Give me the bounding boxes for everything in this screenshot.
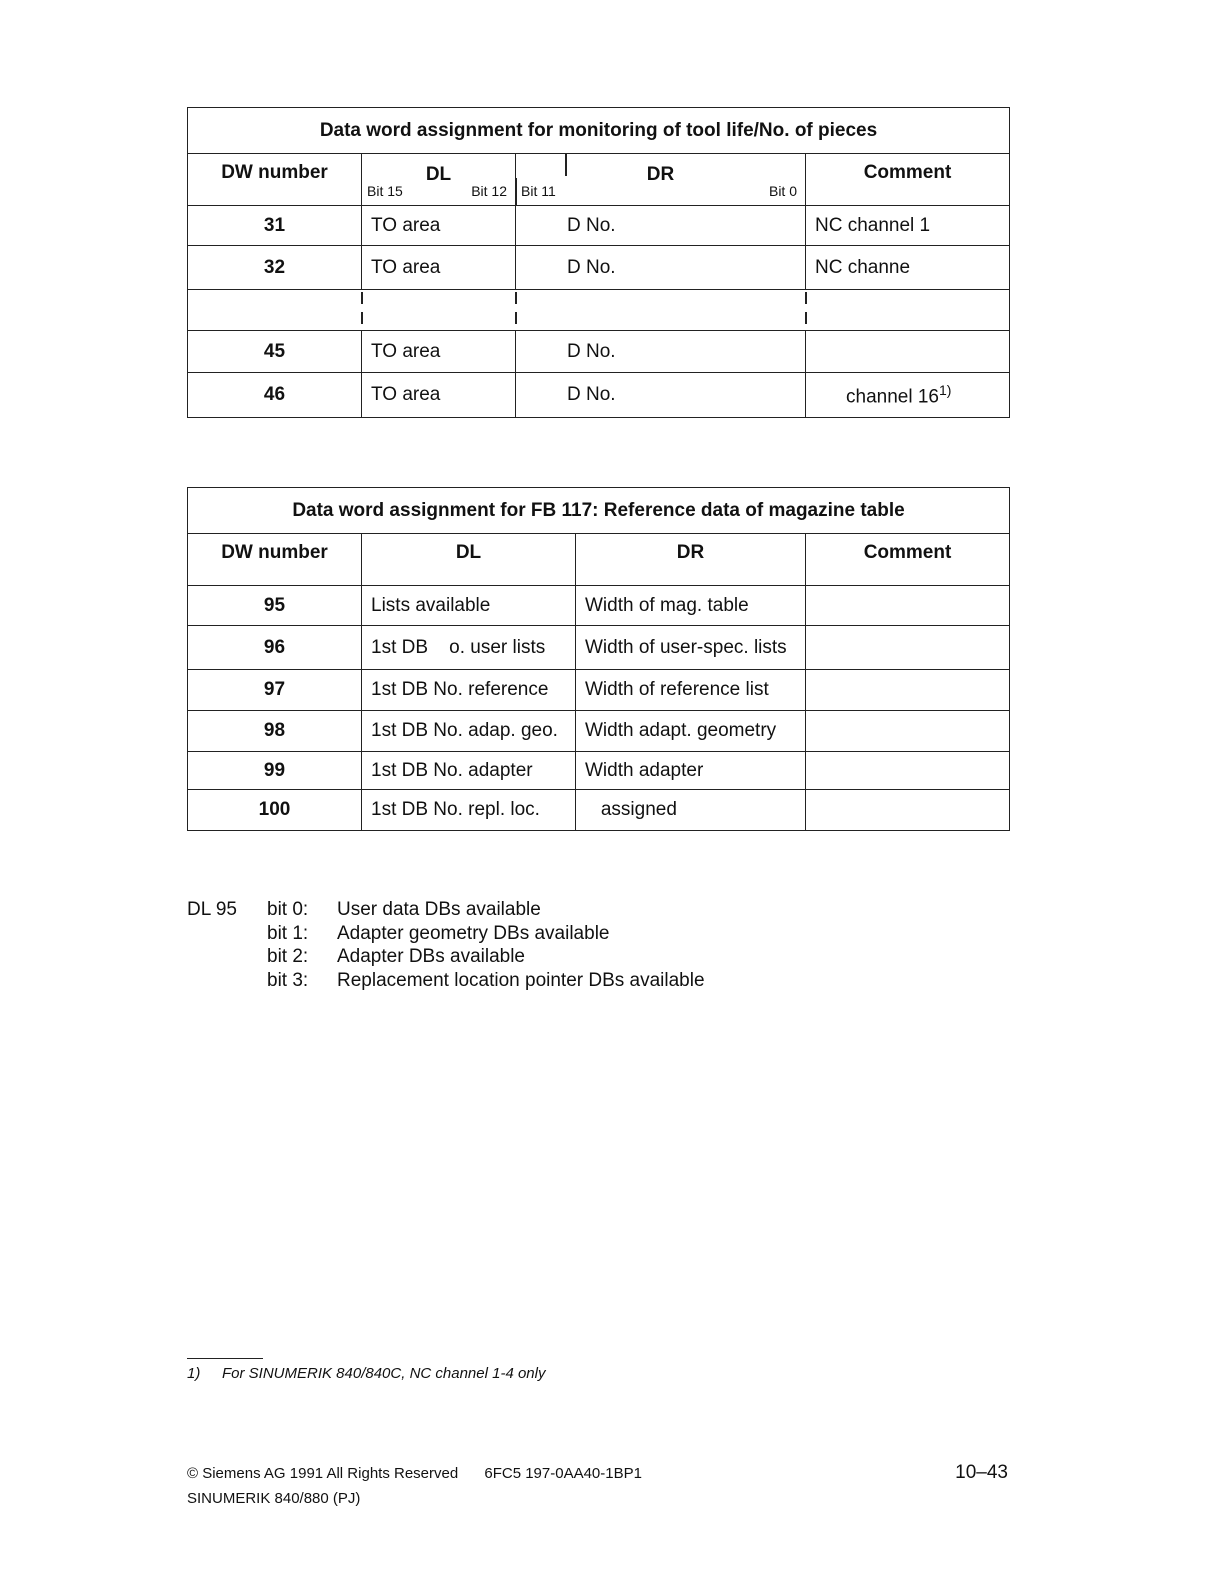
- bit15-label: Bit 15: [367, 183, 403, 199]
- gap-tick: [361, 312, 363, 324]
- table-row: [188, 246, 1010, 290]
- dl-cell: Lists available: [362, 586, 576, 626]
- dl-cell: TO area: [362, 331, 516, 373]
- table1-title: Data word assignment for monitoring of tool life/No. of pieces: [188, 108, 1010, 154]
- comment-cell: [806, 331, 1010, 373]
- list-item: [187, 969, 705, 993]
- dl-cell: 1st DB No. adapter: [362, 752, 576, 790]
- table1-header-dw: DW number: [188, 154, 362, 206]
- dr-cell: Width of reference list: [576, 670, 806, 711]
- table-row: [188, 206, 1010, 246]
- bit-description: User data DBs available: [337, 899, 541, 920]
- notes-label: DL 95: [187, 899, 237, 920]
- table-row: [188, 373, 1010, 418]
- dr-cell: Width of user-spec. lists: [576, 626, 806, 670]
- dw-cell: 46: [188, 373, 362, 418]
- dw-cell: 45: [188, 331, 362, 373]
- table1-header-dl: [362, 154, 516, 206]
- page-number: 10–43: [955, 1462, 1008, 1483]
- comment-cell: NC channe: [806, 246, 1010, 290]
- dl-cell: 1st DB No. repl. loc.: [362, 790, 576, 831]
- footer-copyright: © Siemens AG 1991 All Rights Reserved: [187, 1465, 459, 1482]
- tool-life-table: [187, 107, 1010, 418]
- list-item: [187, 945, 705, 969]
- comment-cell: [806, 670, 1010, 711]
- comment-cell: [806, 752, 1010, 790]
- table2-title: Data word assignment for FB 117: Reference data of magazine table: [188, 488, 1010, 534]
- magazine-reference-table: [187, 487, 1010, 831]
- dl-cell: TO area: [362, 206, 516, 246]
- bit-label: bit 0:: [267, 899, 309, 920]
- dr-cell: Width adapt. geometry: [576, 711, 806, 752]
- comment-cell: [806, 790, 1010, 831]
- dl-cell: TO area: [362, 246, 516, 290]
- bit-label: bit 1:: [267, 922, 309, 944]
- comment-cell: [806, 373, 1010, 418]
- table-row: [188, 670, 1010, 711]
- footnote: [187, 1365, 545, 1382]
- dr-cell: Width of mag. table: [576, 586, 806, 626]
- dr-cell: D No.: [516, 373, 806, 418]
- comment-cell: [806, 711, 1010, 752]
- bit-divider: [515, 178, 517, 206]
- dr-tick: [565, 154, 567, 176]
- bit0-label: Bit 0: [768, 183, 797, 199]
- footnote-ref: 1): [938, 381, 952, 398]
- table-row: [188, 331, 1010, 373]
- footnote-mark: 1): [187, 1365, 201, 1382]
- bit12-label: Bit 12: [471, 183, 507, 199]
- bit-description: Replacement location pointer DBs available: [337, 969, 705, 991]
- list-item: [187, 922, 705, 946]
- comment-cell: [806, 626, 1010, 670]
- dl-cell: TO area: [362, 373, 516, 418]
- dw-cell: 99: [188, 752, 362, 790]
- table2-header-dl: DL: [362, 534, 576, 586]
- gap-tick: [361, 292, 363, 304]
- dr-cell: D No.: [516, 246, 806, 290]
- list-item: [187, 898, 705, 922]
- dl-cell: 1st DB o. user lists: [362, 626, 576, 670]
- table1-header-dl-label: DL: [425, 164, 452, 185]
- bit-description: Adapter geometry DBs available: [337, 922, 610, 944]
- table2-header-dr: DR: [576, 534, 806, 586]
- gap-tick: [805, 312, 807, 324]
- footer-order-number: 6FC5 197-0AA40-1BP1: [484, 1465, 642, 1482]
- comment-cell: [806, 586, 1010, 626]
- dw-cell: 32: [188, 246, 362, 290]
- dr-cell: assigned: [576, 790, 806, 831]
- table1-header-comment: Comment: [806, 154, 1010, 206]
- bit-label: bit 3:: [267, 969, 309, 991]
- table-row: [188, 790, 1010, 831]
- footnote-divider: [187, 1358, 263, 1359]
- dl-cell: 1st DB No. adap. geo.: [362, 711, 576, 752]
- dw-cell: 97: [188, 670, 362, 711]
- table-row: [188, 586, 1010, 626]
- dw-cell: 96: [188, 626, 362, 670]
- table-row: [188, 711, 1010, 752]
- dw-cell: 95: [188, 586, 362, 626]
- dr-cell: D No.: [516, 331, 806, 373]
- bit-label: bit 2:: [267, 946, 309, 967]
- gap-row: [188, 290, 1010, 331]
- footnote-text: For SINUMERIK 840/840C, NC channel 1-4 only: [222, 1365, 546, 1382]
- dw-cell: 31: [188, 206, 362, 246]
- gap-tick: [805, 292, 807, 304]
- table1-header-dr: [516, 154, 806, 206]
- comment-text: channel 16: [846, 386, 939, 408]
- footer-copyright-line: [187, 1465, 642, 1482]
- table2-header-dw: DW number: [188, 534, 362, 586]
- dl95-bit-notes: [187, 898, 705, 992]
- bit11-label: Bit 11: [521, 183, 556, 199]
- bit-description: Adapter DBs available: [337, 946, 525, 967]
- dl-cell: 1st DB No. reference: [362, 670, 576, 711]
- dw-cell: 98: [188, 711, 362, 752]
- footer-product: SINUMERIK 840/880 (PJ): [187, 1490, 361, 1507]
- dr-cell: Width adapter: [576, 752, 806, 790]
- table-row: [188, 752, 1010, 790]
- table-row: [188, 626, 1010, 670]
- table1-header-dr-label: DR: [646, 164, 675, 185]
- dw-cell: 100: [188, 790, 362, 831]
- comment-cell: NC channel 1: [806, 206, 1010, 246]
- dr-cell: D No.: [516, 206, 806, 246]
- table2-header-comment: Comment: [806, 534, 1010, 586]
